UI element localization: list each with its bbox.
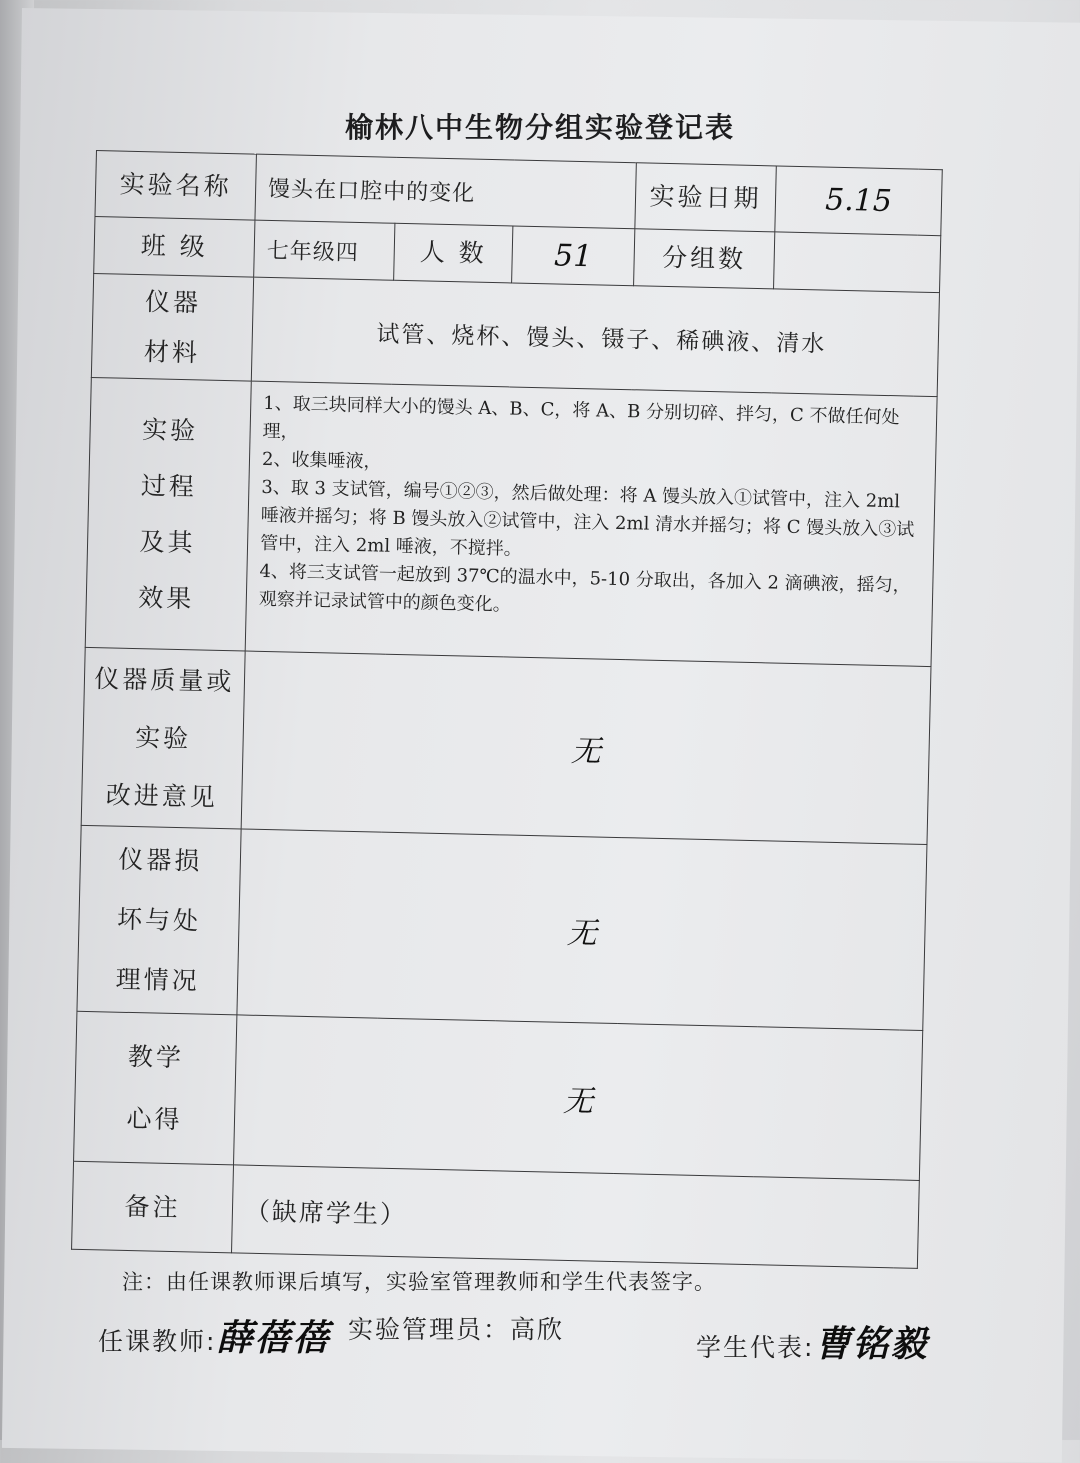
row-process xyxy=(85,377,937,666)
remarks-value: （缺席学生） xyxy=(232,1165,920,1269)
quality-label-line-1: 仪器质量或 xyxy=(94,663,235,696)
process-step: 4、将三支试管一起放到 37℃的温水中，5-10 分取出，各加入 2 滴碘液，摇匀，观察并记录试管中的颜色变化。 xyxy=(258,560,911,616)
people-label: 人 数 xyxy=(394,223,513,283)
damage-label-line-1: 仪器损 xyxy=(118,844,203,876)
quality-label-line-3: 改进意见 xyxy=(105,779,219,812)
teacher-signature-block xyxy=(98,1310,330,1361)
row-teaching xyxy=(74,1011,923,1180)
materials-label-line-1: 仪器 xyxy=(144,286,202,317)
row-damage xyxy=(77,825,927,1030)
teaching-label-line-2: 心得 xyxy=(126,1103,183,1134)
row-quality xyxy=(81,647,931,844)
process-step: 3、取 3 支试管，编号①②③，然后做处理：将 A 馒头放入①试管中，注入 2ml 唾液并摇匀；将 B 馒头放入②试管中，注入 2ml 清水并摇匀；将 C 馒头放入③试管中，注入 2ml 唾液，不搅拌。 xyxy=(259,476,915,560)
teaching-value: 无 xyxy=(234,1015,923,1181)
process-steps xyxy=(245,381,937,666)
quality-label-line-2: 实验 xyxy=(134,722,192,753)
student-signature-block xyxy=(696,1316,928,1367)
footer-note: 注：由任课教师课后填写，实验室管理教师和学生代表签字。 xyxy=(122,1270,716,1294)
materials-label xyxy=(91,273,253,381)
materials-value: 试管、烧杯、馒头、镊子、稀碘液、清水 xyxy=(251,277,939,397)
process-label xyxy=(85,377,251,651)
materials-label-line-2: 材料 xyxy=(143,336,201,367)
remarks-label: 备注 xyxy=(72,1161,234,1253)
process-label-line-1: 实验 xyxy=(141,414,199,445)
student-label: 学生代表: xyxy=(696,1333,815,1362)
people-value: 51 xyxy=(512,226,635,286)
quality-value: 无 xyxy=(241,651,931,845)
damage-label-line-2: 坏与处 xyxy=(116,904,202,936)
form-table xyxy=(71,150,943,1269)
quality-label xyxy=(81,647,245,829)
admin-signature-block xyxy=(348,1310,564,1346)
experiment-date-label: 实验日期 xyxy=(635,163,776,232)
teaching-label xyxy=(74,1011,237,1165)
experiment-name-label: 实验名称 xyxy=(95,151,256,221)
class-label: 班 级 xyxy=(94,216,255,277)
admin-name: 高欣 xyxy=(510,1315,565,1344)
groups-value xyxy=(774,232,941,293)
process-label-line-3: 及其 xyxy=(139,526,196,557)
teacher-label: 任课教师: xyxy=(98,1327,217,1356)
experiment-date-value: 5.15 xyxy=(775,166,942,236)
damage-value: 无 xyxy=(237,829,927,1031)
registration-form xyxy=(71,150,943,1269)
groups-label: 分组数 xyxy=(634,229,775,289)
teacher-signature: 薛蓓蓓 xyxy=(216,1317,331,1359)
damage-label-line-3: 理情况 xyxy=(115,964,201,996)
process-step: 2、收集唾液， xyxy=(261,448,382,473)
process-step: 1、取三块同样大小的馒头 A、B、C，将 A、B 分别切碎、拌匀，C 不做任何处理， xyxy=(262,392,900,443)
admin-label: 实验管理员： xyxy=(348,1315,511,1344)
damage-label xyxy=(77,825,241,1015)
form-title: 榆林八中生物分组实验登记表 xyxy=(344,111,735,144)
class-value: 七年级四 xyxy=(254,220,395,280)
process-label-line-2: 过程 xyxy=(140,470,198,501)
student-signature: 曹铭毅 xyxy=(814,1323,929,1365)
row-materials xyxy=(91,273,939,396)
teaching-label-line-1: 教学 xyxy=(127,1041,185,1072)
process-label-line-4: 效果 xyxy=(138,582,195,613)
experiment-name-value: 馒头在口腔中的变化 xyxy=(255,154,636,229)
row-remarks xyxy=(72,1161,920,1268)
